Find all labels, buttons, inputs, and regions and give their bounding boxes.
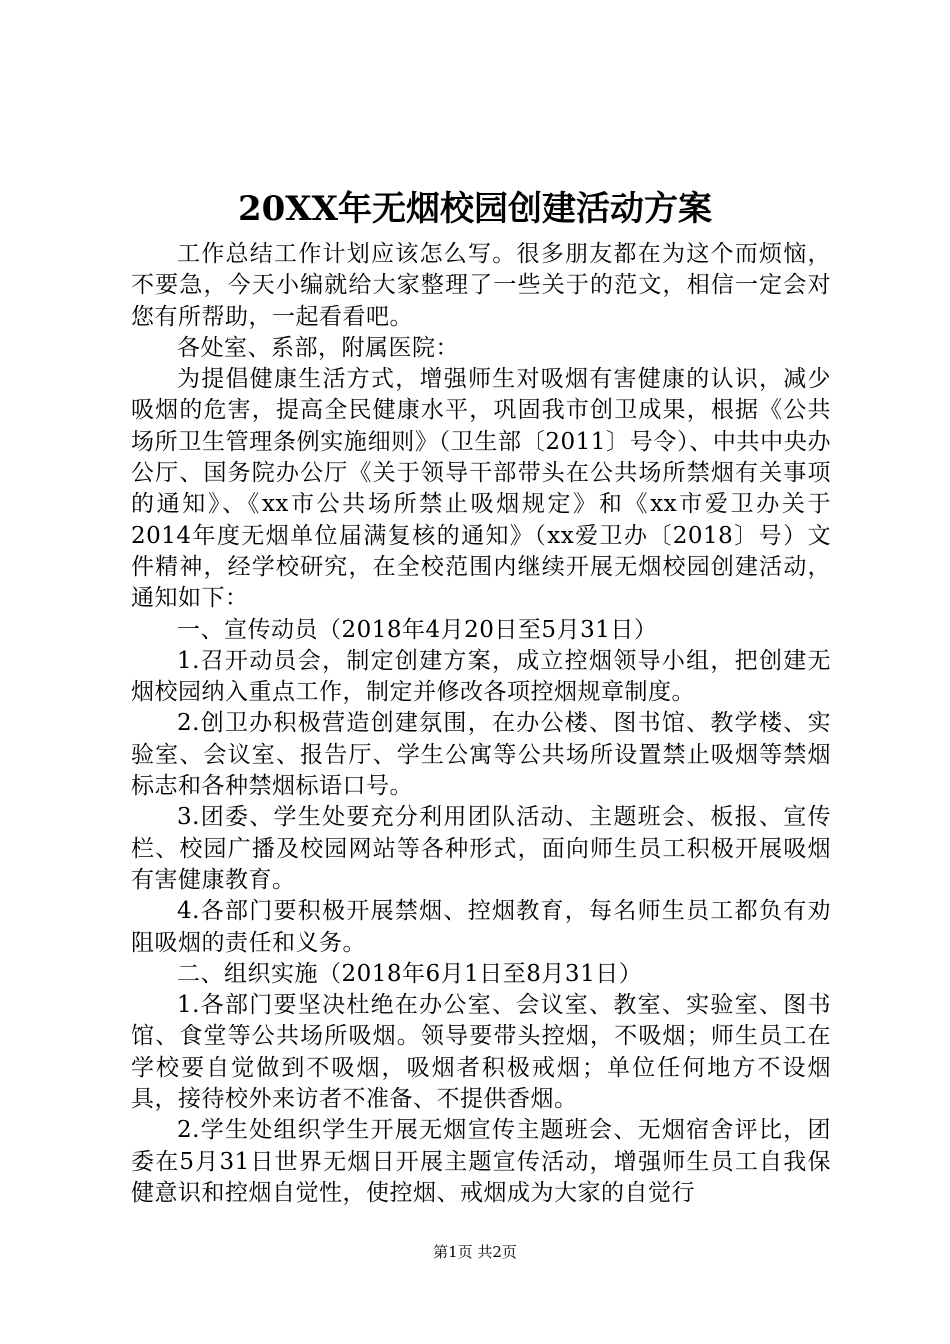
page-footer: 第1页 共2页	[433, 1243, 517, 1261]
paragraph-item: 2.学生处组织学生开展无烟宣传主题班会、无烟宿舍评比，团委在5月31日世界无烟日开展主题宣传活动，增强师生员工自我保健意识和控烟自觉性，使控烟、戒烟成为大家的自觉行	[131, 1117, 831, 1206]
paragraph-intro: 工作总结工作计划应该怎么写。很多朋友都在为这个而烦恼，不要急，今天小编就给大家整理了一些关于的范文，相信一定会对您有所帮助，一起看看吧。	[131, 241, 831, 330]
paragraph-item: 2.创卫办积极营造创建氛围，在办公楼、图书馆、教学楼、实验室、会议室、报告厅、学生公寓等公共场所设置禁止吸烟等禁烟标志和各种禁烟标语口号。	[131, 710, 831, 800]
section-heading-2: 二、组织实施（2018年6月1日至8月31日）	[177, 960, 643, 987]
document-title: 20XX年无烟校园创建活动方案	[237, 189, 713, 229]
paragraph-salutation: 各处室、系部，附属医院：	[177, 334, 459, 361]
paragraph-purpose: 为提倡健康生活方式，增强师生对吸烟有害健康的认识，减少吸烟的危害，提高全民健康水平，巩固我市创卫成果，根据《公共场所卫生管理条例实施细则》（卫生部〔2011〕号令）、中共中央办公厅、国务院办公厅《关于领导干部带头在公共场所禁烟有关事项的通知》、《xx市公共场所禁止吸烟规定》和《xx市爱卫办关于2014年度无烟单位届满复核的通知》（xx爱卫办〔2018〕号）文件精神，经学校研究，在全校范围内继续开展无烟校园创建活动，通知如下：	[131, 366, 831, 612]
paragraph-item: 4.各部门要积极开展禁烟、控烟教育，每名师生员工都负有劝阻吸烟的责任和义务。	[131, 898, 831, 956]
paragraph-item: 3.团委、学生处要充分利用团队活动、主题班会、板报、宣传栏、校园广播及校园网站等各种形式，面向师生员工积极开展吸烟有害健康教育。	[131, 804, 831, 893]
paragraph-item: 1.召开动员会，制定创建方案，成立控烟领导小组，把创建无烟校园纳入重点工作，制定并修改各项控烟规章制度。	[131, 647, 831, 706]
paragraph-item: 1.各部门要坚决杜绝在办公室、会议室、教室、实验室、图书馆、食堂等公共场所吸烟。领导要带头控烟，不吸烟；师生员工在学校要自觉做到不吸烟，吸烟者积极戒烟；单位任何地方不设烟具，接待校外来访者不准备、不提供香烟。	[131, 992, 831, 1113]
section-heading-1: 一、宣传动员（2018年4月20日至5月31日）	[177, 616, 658, 643]
document-body	[131, 239, 831, 1209]
